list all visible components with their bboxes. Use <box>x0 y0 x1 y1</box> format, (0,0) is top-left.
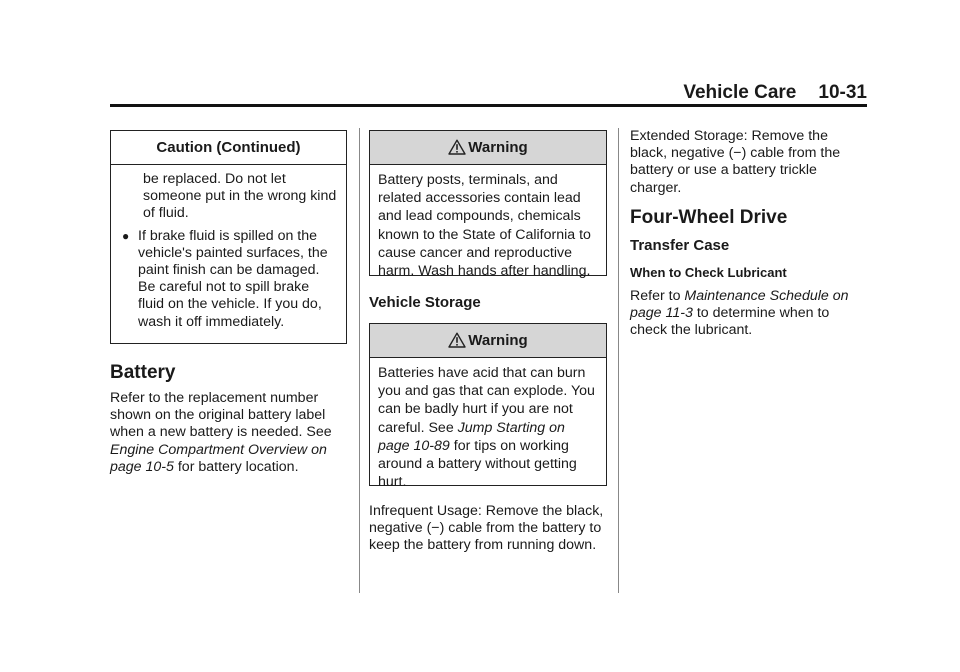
warning-text: Battery posts, terminals, and related accessories contain lead and lead compounds, chemicals known to the State of California to cause cancer and reproductive harm. Wash hands after handling. <box>378 172 591 280</box>
infrequent-usage-paragraph: Infrequent Usage: Remove the black, negative (−) cable from the battery to keep the battery from running down. <box>369 503 604 554</box>
battery-paragraph <box>110 390 345 476</box>
warning-title-bar <box>370 131 606 165</box>
transfer-case-heading: Transfer Case <box>630 237 730 254</box>
vehicle-storage-heading: Vehicle Storage <box>369 294 481 311</box>
caution-box <box>110 130 347 344</box>
header-page-number: 10-31 <box>818 82 867 103</box>
warning-title-bar <box>370 324 606 358</box>
warning-title: Warning <box>468 139 528 156</box>
warning-acid-text <box>370 358 606 491</box>
lubricant-text: Refer to <box>630 288 681 304</box>
four-wheel-drive-heading: Four-Wheel Drive <box>630 207 788 228</box>
caution-bullet-item <box>119 228 338 331</box>
page-header <box>110 82 867 104</box>
column-divider <box>618 128 619 593</box>
warning-acid-text-end: for tips on working around a battery without getting hurt. <box>378 437 577 491</box>
caution-bullet-text: If brake fluid is spilled on the vehicle's painted surfaces, the paint finish can be damaged. Be careful not to spill brake fluid on the vehicle. If you do, wash it off immediately. <box>138 227 328 330</box>
header-rule <box>110 104 867 107</box>
battery-text-end: for battery location. <box>177 458 299 475</box>
warning-triangle-icon <box>448 134 466 168</box>
warning-box-lead <box>369 130 607 280</box>
battery-heading: Battery <box>110 362 176 383</box>
extended-storage-paragraph: Extended Storage: Remove the black, negative (−) cable from the battery or use a battery trickle charger. <box>630 128 841 196</box>
battery-text: Refer to the replacement number shown on the original battery label when a new battery is needed. See <box>110 390 332 441</box>
caution-continued-text: be replaced. Do not let someone put in the wrong kind of fluid. <box>143 171 337 222</box>
jump-starting-link[interactable]: Jump Starting on page 10-89 <box>378 419 565 454</box>
engine-compartment-link[interactable]: Engine Compartment Overview on page 10-5 <box>110 441 327 475</box>
lubricant-text-end: to determine when to check the lubricant. <box>630 305 830 339</box>
warning-box-acid <box>369 323 607 491</box>
warning-triangle-icon <box>448 327 466 361</box>
bullet-icon: ● <box>122 228 130 243</box>
caution-title: Caution (Continued) <box>111 131 346 165</box>
column-divider <box>359 128 360 593</box>
warning-title: Warning <box>468 332 528 349</box>
header-section-title: Vehicle Care <box>683 82 797 103</box>
maintenance-schedule-link[interactable]: Maintenance Schedule on page 11-3 <box>630 288 849 322</box>
lubricant-paragraph <box>630 288 865 340</box>
warning-acid-text-start: Batteries have acid that can burn you and gas that can explode. You can be badly hurt if you are not careful. See <box>378 365 595 436</box>
when-to-check-heading: When to Check Lubricant <box>630 265 787 280</box>
